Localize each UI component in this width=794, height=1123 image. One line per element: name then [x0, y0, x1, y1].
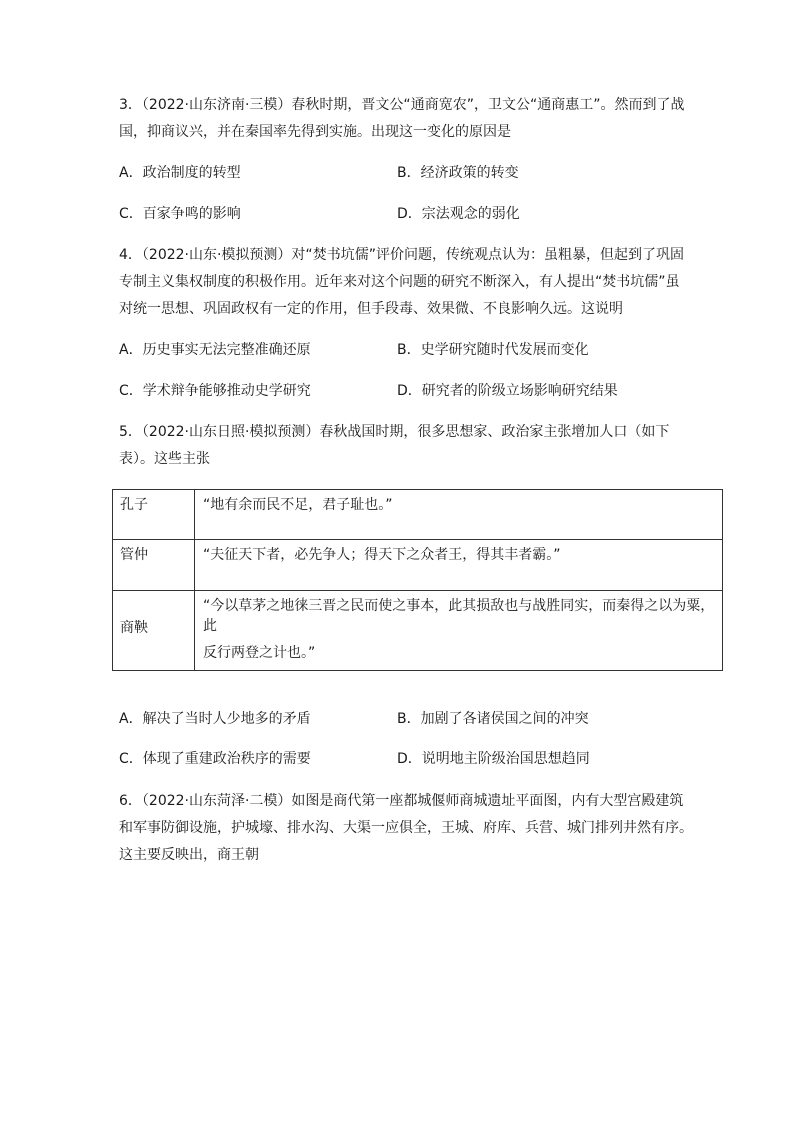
- table-row: [113, 540, 723, 590]
- q3-option-d: D．宗法观念的弱化: [397, 206, 520, 222]
- table-cell-name: 管仲: [113, 540, 195, 590]
- q5-option-a: A．解决了当时人少地多的矛盾: [119, 711, 311, 727]
- q3-option-c: C．百家争鸣的影响: [119, 206, 241, 222]
- q4-option-b: B．史学研究随时代发展而变化: [397, 342, 589, 358]
- q3-option-b: B．经济政策的转变: [397, 165, 519, 181]
- q4-stem-line-2: 专制主义集权制度的积极作用。近年来对这个问题的研究不断深入，有人提出“焚书坑儒”虽: [119, 274, 680, 290]
- table-cell-quote: [195, 590, 723, 670]
- table-row: [113, 590, 723, 670]
- q4-option-d: D．研究者的阶级立场影响研究结果: [397, 383, 618, 399]
- q5-quotes-table: [112, 489, 723, 671]
- q4-option-a: A．历史事实无法完整准确还原: [119, 342, 311, 358]
- q5-option-c: C．体现了重建政治秩序的需要: [119, 751, 311, 767]
- q3-stem-line-1: 3．（2022·山东济南·三模）春秋时期，晋文公“通商宽农”，卫文公“通商惠工”。然而到了战: [119, 97, 685, 113]
- q4-stem-line-3: 对统一思想、巩固政权有一定的作用，但手段毒、效果微、不良影响久远。这说明: [119, 301, 623, 317]
- q6-stem-line-2: 和军事防御设施，护城壕、排水沟、大渠一应俱全，王城、府库、兵营、城门排列井然有序。: [119, 820, 693, 836]
- q5-stem-line-1: 5．（2022·山东日照·模拟预测）春秋战国时期，很多思想家、政治家主张增加人口（如下: [119, 424, 670, 440]
- q6-stem-line-3: 这主要反映出，商王朝: [119, 847, 259, 863]
- table-cell-quote: “夫征天下者，必先争人；得天下之众者王，得其丰者霸。”: [195, 540, 723, 590]
- table-row: [113, 490, 723, 540]
- q6-stem-line-1: 6．（2022·山东菏泽·二模）如图是商代第一座都城偃师商城遗址平面图，内有大型宫殿建筑: [119, 793, 684, 809]
- q3-option-a: A．政治制度的转型: [119, 165, 241, 181]
- q3-stem-line-2: 国，抑商议兴，并在秦国率先得到实施。出现这一变化的原因是: [119, 124, 511, 140]
- q4-stem-line-1: 4．（2022·山东·模拟预测）对“焚书坑儒”评价问题，传统观点认为：虽粗暴，但起到了巩固: [119, 247, 684, 263]
- q5-option-b: B．加剧了各诸侯国之间的冲突: [397, 711, 589, 727]
- table-cell-name: 孔子: [113, 490, 195, 540]
- q5-option-d: D．说明地主阶级治国思想趋同: [397, 751, 590, 767]
- table-cell-quote: “地有余而民不足，君子耻也。”: [195, 490, 723, 540]
- q5-stem-line-2: 表）。这些主张: [119, 451, 210, 467]
- q4-option-c: C．学术辩争能够推动史学研究: [119, 383, 311, 399]
- quote-line-2: 反行两登之计也。”: [203, 644, 316, 661]
- table-cell-name: 商鞅: [113, 590, 195, 670]
- quote-line-1: “今以草茅之地徕三晋之民而使之事本，此其损敌也与战胜同实，而秦得之以为粟，此: [203, 597, 715, 634]
